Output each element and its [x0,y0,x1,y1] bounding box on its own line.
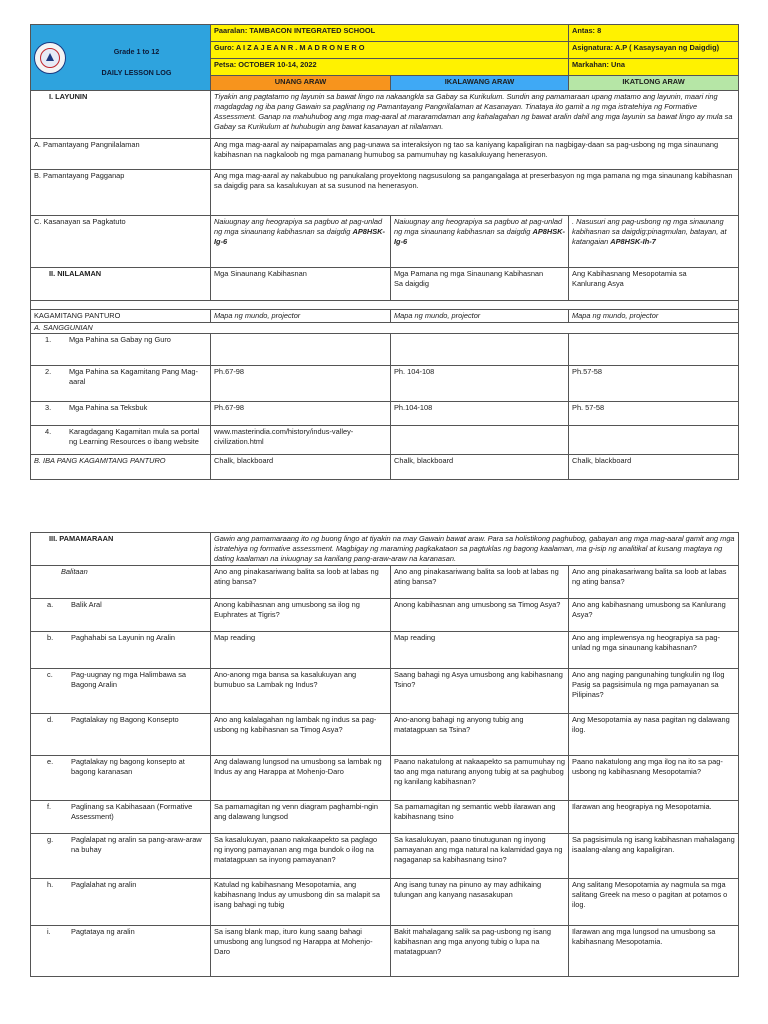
procedure-step-letter: f. [47,802,52,811]
procedure-step-letter: b. [47,633,54,642]
materials-day1: Mapa ng mundo, projector [211,310,391,323]
reference-label [31,366,211,402]
lesson-date: Petsa: OCTOBER 10-14, 2022 [211,59,569,76]
reference-label-text: Mga Pahina sa Kagamitang Pang Mag-aaral [69,367,199,387]
reference-number: 4. [45,427,52,437]
day1-header: UNANG ARAW [211,76,391,91]
procedure-step-label [31,599,211,632]
other-materials-label: B. IBA PANG KAGAMITANG PANTURO [31,455,211,480]
procedure-day2: Anong kabihasnan ang umusbong sa Timog Asya? [391,599,569,632]
procedure-row [31,669,739,714]
procedure-day3: Ano ang kabihasnang umusbong sa Kanlurang Asya? [569,599,739,632]
procedure-row [31,926,739,977]
materials-day3: Mapa ng mundo, projector [569,310,739,323]
procedure-step-letter: d. [47,715,54,724]
content-day2: Mga Pamana ng mga Sinaunang Kabihasnan Sa daigdig [391,268,569,301]
procedure-row [31,599,739,632]
performance-standard-text: Ang mga mag-aaral ay nakabubuo ng panukalang proyektong nagsusulong sa pangangalaga at preserbasyon ng mga pamana ng mga sinaunang kabihasnan sa daigdig para sa kasalukuyan at sa susunod na henerasyon. [211,170,739,216]
grade-level: Antas: 8 [569,25,739,42]
objectives-label: I. LAYUNIN [31,91,211,139]
procedure-day1: Sa pamamagitan ng venn diagram paghambi-ngin ang dalawang lungsod [211,801,391,834]
reference-day1: Ph.67-98 [211,402,391,426]
reference-label [31,334,211,366]
procedure-table [30,532,739,977]
procedure-day1: Ang dalawang lungsod na umusbong sa lambak ng Indus ay ang Harappa at Mohenjo-Daro [211,756,391,801]
procedure-step-label-text: Paglalahat ng aralin [71,880,137,889]
procedure-day2: Sa kasalukuyan, paano tinutugunan ng inyong pamayanan ang mga natural na kalamidad gaya ng nagaganap sa kabihasnang tsino? [391,834,569,879]
competency-day2-code: AP8HSK-Ig-6 [394,227,565,247]
procedure-day1: Katulad ng kabihasnang Mesopotamia, ang kabihasnang Indus ay umusbong din sa malapit sa isang bahagi ng tubig [211,879,391,926]
reference-label-text: Mga Pahina sa Gabay ng Guro [69,335,171,345]
reference-label [31,402,211,426]
other-materials-day1: Chalk, blackboard [211,455,391,480]
procedure-row [31,801,739,834]
reference-label-text: Karagdagang Kagamitan mula sa portal ng Learning Resources o ibang website [69,427,200,447]
reference-number: 1. [45,335,52,345]
procedure-step-label [31,879,211,926]
deped-seal-icon [34,42,66,74]
procedure-day3: Paano nakatulong ang mga ilog na ito sa pag-usbong ng kabihasnang Mesopotamia? [569,756,739,801]
competency-day3 [569,216,739,268]
procedure-day2: Ang isang tunay na pinuno ay may adhikaing tulungan ang kanyang nasasakupan [391,879,569,926]
content-day3: Ang Kabihasnang Mesopotamia sa Kanlurang Asya [569,268,739,301]
procedure-step-label-text: Paglalapat ng aralin sa pang-araw-araw na buhay [71,835,202,854]
content-day1: Mga Sinaunang Kabihasnan [211,268,391,301]
procedure-day2: Sa pamamagitan ng semantic webb ilarawan ang kabihasnang tsino [391,801,569,834]
procedure-day1: Ano ang pinakasariwang balita sa loob at labas ng ating bansa? [211,566,391,599]
reference-row [31,402,739,426]
procedure-day1: Anong kabihasnan ang umusbong sa ilog ng Euphrates at Tigris? [211,599,391,632]
subject-name: Asignatura: A.P ( Kasaysayan ng Daigdig) [569,42,739,59]
competency-day2-text: Naiuugnay ang heograpiya sa pagbuo at pag-unlad ng mga sinaunang kabihasnan sa daigdig [394,217,563,237]
procedure-step-label [31,926,211,977]
procedure-day2: Bakit mahalagang salik sa pag-usbong ng isang kabihasnan ang mga anyong tubig o lupa na matatagpuan? [391,926,569,977]
procedure-day2: Ano ang pinakasariwang balita sa loob at labas ng ating bansa? [391,566,569,599]
procedure-step-label-text: Pag-uugnay ng mga Halimbawa sa Bagong Aralin [71,670,187,689]
procedure-day2: Paano nakatulong at nakaapekto sa pamumuhay ng tao ang mga naturang anyong tubig at sa paghubog ng kanilang kabihasnan? [391,756,569,801]
performance-standard-label: B. Pamantayang Pagganap [31,170,211,216]
daily-lesson-log-title: DAILY LESSON LOG [101,68,172,78]
procedure-step-label [31,756,211,801]
references-rows [31,334,739,455]
materials-day2: Mapa ng mundo, projector [391,310,569,323]
reference-day2 [391,426,569,455]
reference-row [31,366,739,402]
reference-day2: Ph.104-108 [391,402,569,426]
procedure-row [31,756,739,801]
procedure-step-label [31,566,211,599]
quarter: Markahan: Una [569,59,739,76]
procedure-day3: Ang salitang Mesopotamia ay nagmula sa mga salitang Greek na meso o pagitan at potamos o ilog. [569,879,739,926]
procedure-day3: Ilarawan ang mga lungsod na umusbong sa kabihasnang Mesopotamia. [569,926,739,977]
reference-label-text: Mga Pahina sa Teksbuk [69,403,148,413]
reference-day2: Ph. 104-108 [391,366,569,402]
reference-day1: Ph.67-98 [211,366,391,402]
procedure-step-label-text: Balik Aral [71,600,102,609]
procedure-step-label-text: Pagtalakay ng Bagong Konsepto [71,715,179,724]
reference-row [31,334,739,366]
procedure-step-letter: h. [47,880,54,889]
procedure-day3: Ano ang implewensya ng heograpiya sa pag-unlad ng mga sinaunang kabihasnan? [569,632,739,669]
deped-logo-block [31,25,211,91]
procedure-day2: Saang bahagi ng Asya umusbong ang kabihasnang Tsino? [391,669,569,714]
procedure-step-letter: c. [47,670,53,679]
competency-day3-text: . Nasusuri ang pag-usbong ng mga sinaunang kabihasnan sa daigdig:pinagmulan, batayan, at katangaian [572,217,727,247]
school-name: Paaralan: TAMBACON INTEGRATED SCHOOL [211,25,569,42]
competency-day2 [391,216,569,268]
procedure-step-label [31,669,211,714]
day3-header: IKATLONG ARAW [569,76,739,91]
procedure-day3: Ilarawan ang heograpiya ng Mesopotamia. [569,801,739,834]
procedure-row [31,632,739,669]
reference-day1 [211,334,391,366]
procedure-day1: Sa kasalukuyan, paano nakakaapekto sa paglago ng inyong pamayanan ang mga bundok o ilog na matatagpuan sa inyong pamayanan? [211,834,391,879]
procedure-step-letter: a. [47,600,54,609]
procedure-day1: Map reading [211,632,391,669]
spacer-row [31,301,739,310]
procedure-step-label [31,632,211,669]
competency-label: C. Kasanayan sa Pagkatuto [31,216,211,268]
procedure-step-label-text: Paglinang sa Kabihasaan (Formative Assessment) [71,802,193,821]
procedure-day1: Sa isang blank map, ituro kung saang bahagi umusbong ang lungsod ng Harappa at Mohenjo-Daro [211,926,391,977]
reference-row [31,426,739,455]
reference-day1: www.masterindia.com/history/indus-valley-civilization.html [211,426,391,455]
other-materials-day3: Chalk, blackboard [569,455,739,480]
procedure-day3: Ano ang naging pangunahing tungkulin ng Ilog Pasig sa pagsisimula ng mga pamayanan sa Pilipinas? [569,669,739,714]
reference-day3: Ph.57-58 [569,366,739,402]
procedure-step-label-text: Balitaan [61,567,88,576]
procedure-day1: Ano ang kalalagahan ng lambak ng indus sa pag-usbong ng kabihasnan sa Timog Asya? [211,714,391,756]
procedure-day3: Ano ang pinakasariwang balita sa loob at labas ng ating bansa? [569,566,739,599]
reference-number: 3. [45,403,52,413]
materials-label: KAGAMITANG PANTURO [31,310,211,323]
procedure-step-label [31,801,211,834]
lesson-log-header-table [30,24,739,480]
procedure-day2: Map reading [391,632,569,669]
other-materials-day2: Chalk, blackboard [391,455,569,480]
competency-day1-text: Naiuugnay ang heograpiya sa pagbuo at pag-unlad ng mga sinaunang kabihasnan sa daigdig [214,217,383,237]
procedure-row [31,834,739,879]
teacher-name: Guro: A I Z A J E A N R . M A D R O N E R O [211,42,569,59]
procedure-row [31,714,739,756]
procedure-day3: Ang Mesopotamia ay nasa pagitan ng dalawang ilog. [569,714,739,756]
procedure-step-label [31,834,211,879]
objectives-text: Tiyakin ang pagtatamo ng layunin sa bawat lingo na nakaangkla sa Gabay sa Kurikulum. Sundin ang pamamaraan upang matamo ang layunin, maari ring magdagdag ng iba pang Gawain sa paglinang ng Pamantayang Pangnilalaman at Kasanayan. Tinataya ito gamit a ng mga istratehiya ng Formative Assessment. Ganap na mahuhubog ang mga mag-aaral at mararamdaman ang kahalagahan ng bawat aralin dahil ang mga layunin sa bawat lingo ay mula sa Gabay sa Kurikulum at huhubugin ang bawat kasanayan at nilalaman. [211,91,739,139]
reference-label [31,426,211,455]
procedure-row [31,879,739,926]
grade-range-label: Grade 1 to 12 [113,46,160,56]
references-label: A. SANGGUNIAN [31,323,739,334]
procedure-day2: Ano-anong bahagi ng anyong tubig ang matatagpuan sa Tsina? [391,714,569,756]
competency-day1-code: AP8HSK-Ig-6 [214,227,385,247]
reference-day2 [391,334,569,366]
procedure-step-letter: g. [47,835,54,844]
procedure-text: Gawin ang pamamaraang ito ng buong lingo at tiyakin na may Gawain bawat araw. Para sa holistikong paghubog, gabayan ang mga mag-aaral gamit ang mga istratehiya ng formative assessment. Magbigay ng maraming pagkakataon sa pagtuklas ng bagong kaalaman, ma g-isip ng analitikal at kusang magtaya ng dating kaalaman na iniuugnay sa kanilang pang-araw-araw na karanasan. [211,533,739,566]
procedure-rows [31,566,739,977]
content-standard-label: A. Pamantayang Pangnilalaman [31,139,211,170]
procedure-label: III. PAMAMARAAN [31,533,211,566]
reference-number: 2. [45,367,52,377]
reference-day3 [569,334,739,366]
procedure-step-label-text: Pagtataya ng aralin [71,927,135,936]
procedure-step-letter: e. [47,757,54,766]
competency-day1 [211,216,391,268]
procedure-step-label-text: Paghahabi sa Layunin ng Aralin [71,633,175,642]
reference-day3: Ph. 57-58 [569,402,739,426]
procedure-step-label-text: Pagtalakay ng bagong konsepto at bagong karanasan [71,757,185,776]
procedure-day3: Sa pagsisimula ng isang kabihasnan mahalagang isaalang-alang ang kapaligiran. [569,834,739,879]
content-label: II. NILALAMAN [31,268,211,301]
competency-day3-code: AP8HSK-Ih-7 [610,237,656,247]
reference-day3 [569,426,739,455]
day2-header: IKALAWANG ARAW [391,76,569,91]
procedure-step-letter: i. [47,927,51,936]
procedure-day1: Ano-anong mga bansa sa kasalukuyan ang bumubuo sa Lambak ng Indus? [211,669,391,714]
content-standard-text: Ang mga mag-aaral ay naipapamalas ang pag-unawa sa interaksiyon ng tao sa kaniyang kapaligiran na nagbigay-daan sa pag-usbong ng mga sinaunang kabihasnan na nagkaloob ng mga pamanang humubog sa pamumuhay ng kasalukuyang henerasyon. [211,139,739,170]
procedure-row [31,566,739,599]
procedure-step-label [31,714,211,756]
